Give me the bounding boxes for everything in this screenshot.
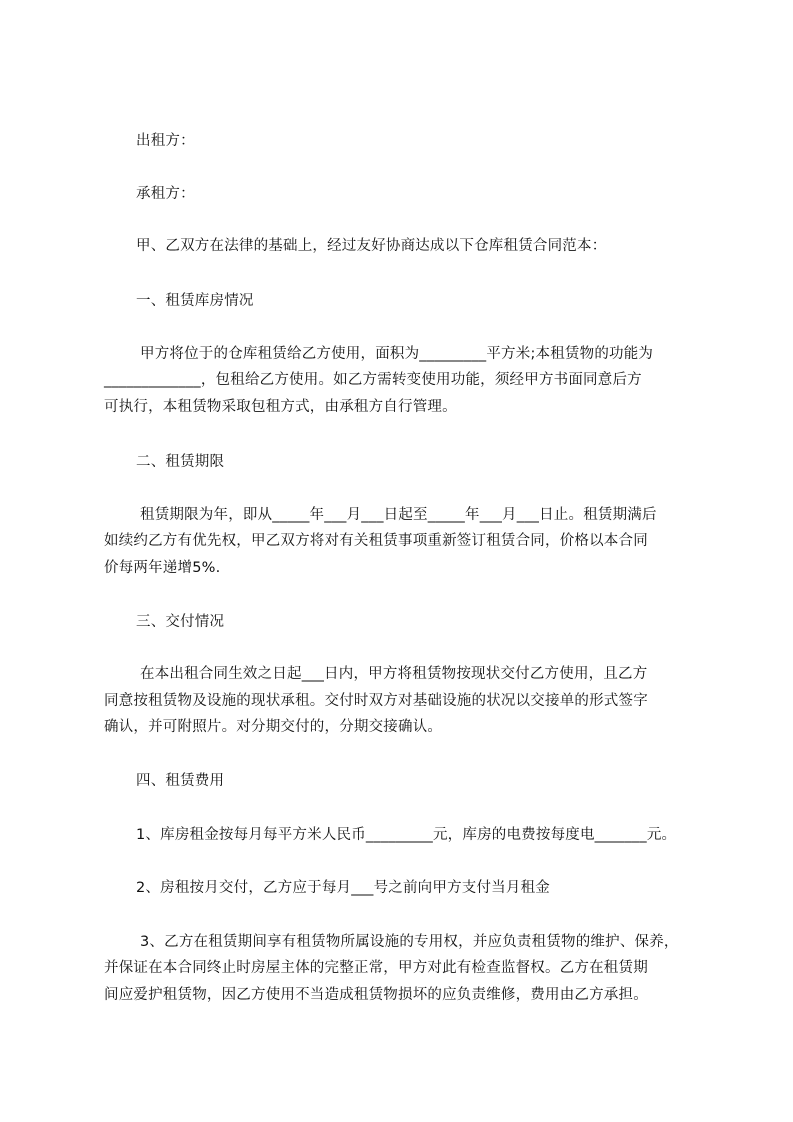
section-1-paragraph-line-1: 甲方将位于的仓库租赁给乙方使用，面积为_________平方米;本租赁物的功能为 <box>140 346 654 362</box>
rent-item-1: 1、库房租金按每月每平方米人民币_________元，库房的电费按每度电_______元。 <box>136 827 677 843</box>
section-1-paragraph-line-2: _____________，包租给乙方使用。如乙方需转变使用功能，须经甲方书面同意后方 <box>104 372 642 388</box>
section-heading-4: 四、租赁费用 <box>136 773 225 789</box>
rent-item-2: 2、房租按月交付，乙方应于每月___号之前向甲方支付当月租金 <box>136 880 550 896</box>
section-heading-1: 一、租赁库房情况 <box>136 293 254 309</box>
intro-paragraph: 甲、乙双方在法律的基础上，经过友好协商达成以下仓库租赁合同范本： <box>136 238 607 254</box>
lessor-label: 出租方： <box>136 133 195 149</box>
section-3-paragraph-line-1: 在本出租合同生效之日起___日内，甲方将租赁物按现状交付乙方使用，且乙方 <box>140 666 648 682</box>
section-2-paragraph-line-1: 租赁期限为年，即从_____年___月___日起至_____年___月___日止。租赁期满后 <box>140 507 657 523</box>
section-1-paragraph-line-3: 可执行，本租赁物采取包租方式，由承租方自行管理。 <box>104 399 457 415</box>
section-heading-3: 三、交付情况 <box>136 614 225 630</box>
section-3-paragraph-line-2: 同意按租赁物及设施的现状承租。交付时双方对基础设施的状况以交接单的形式签字 <box>104 693 648 709</box>
rent-item-3-line-3: 间应爱护租赁物，因乙方使用不当造成租赁物损坏的应负责维修，费用由乙方承担。 <box>104 987 648 1003</box>
section-3-paragraph-line-3: 确认，并可附照片。对分期交付的，分期交接确认。 <box>104 719 443 735</box>
rent-item-3-line-2: 并保证在本合同终止时房屋主体的完整正常，甲方对此有检查监督权。乙方在租赁期 <box>104 960 648 976</box>
lessee-label: 承租方： <box>136 186 195 202</box>
section-2-paragraph-line-2: 如续约乙方有优先权，甲乙双方将对有关租赁事项重新签订租赁合同，价格以本合同 <box>104 533 648 549</box>
rent-item-3-line-1: 3、乙方在租赁期间享有租赁物所属设施的专用权，并应负责租赁物的维护、保养， <box>140 934 679 950</box>
section-heading-2: 二、租赁期限 <box>136 454 225 470</box>
section-2-paragraph-line-3: 价每两年递增5%. <box>104 560 221 576</box>
